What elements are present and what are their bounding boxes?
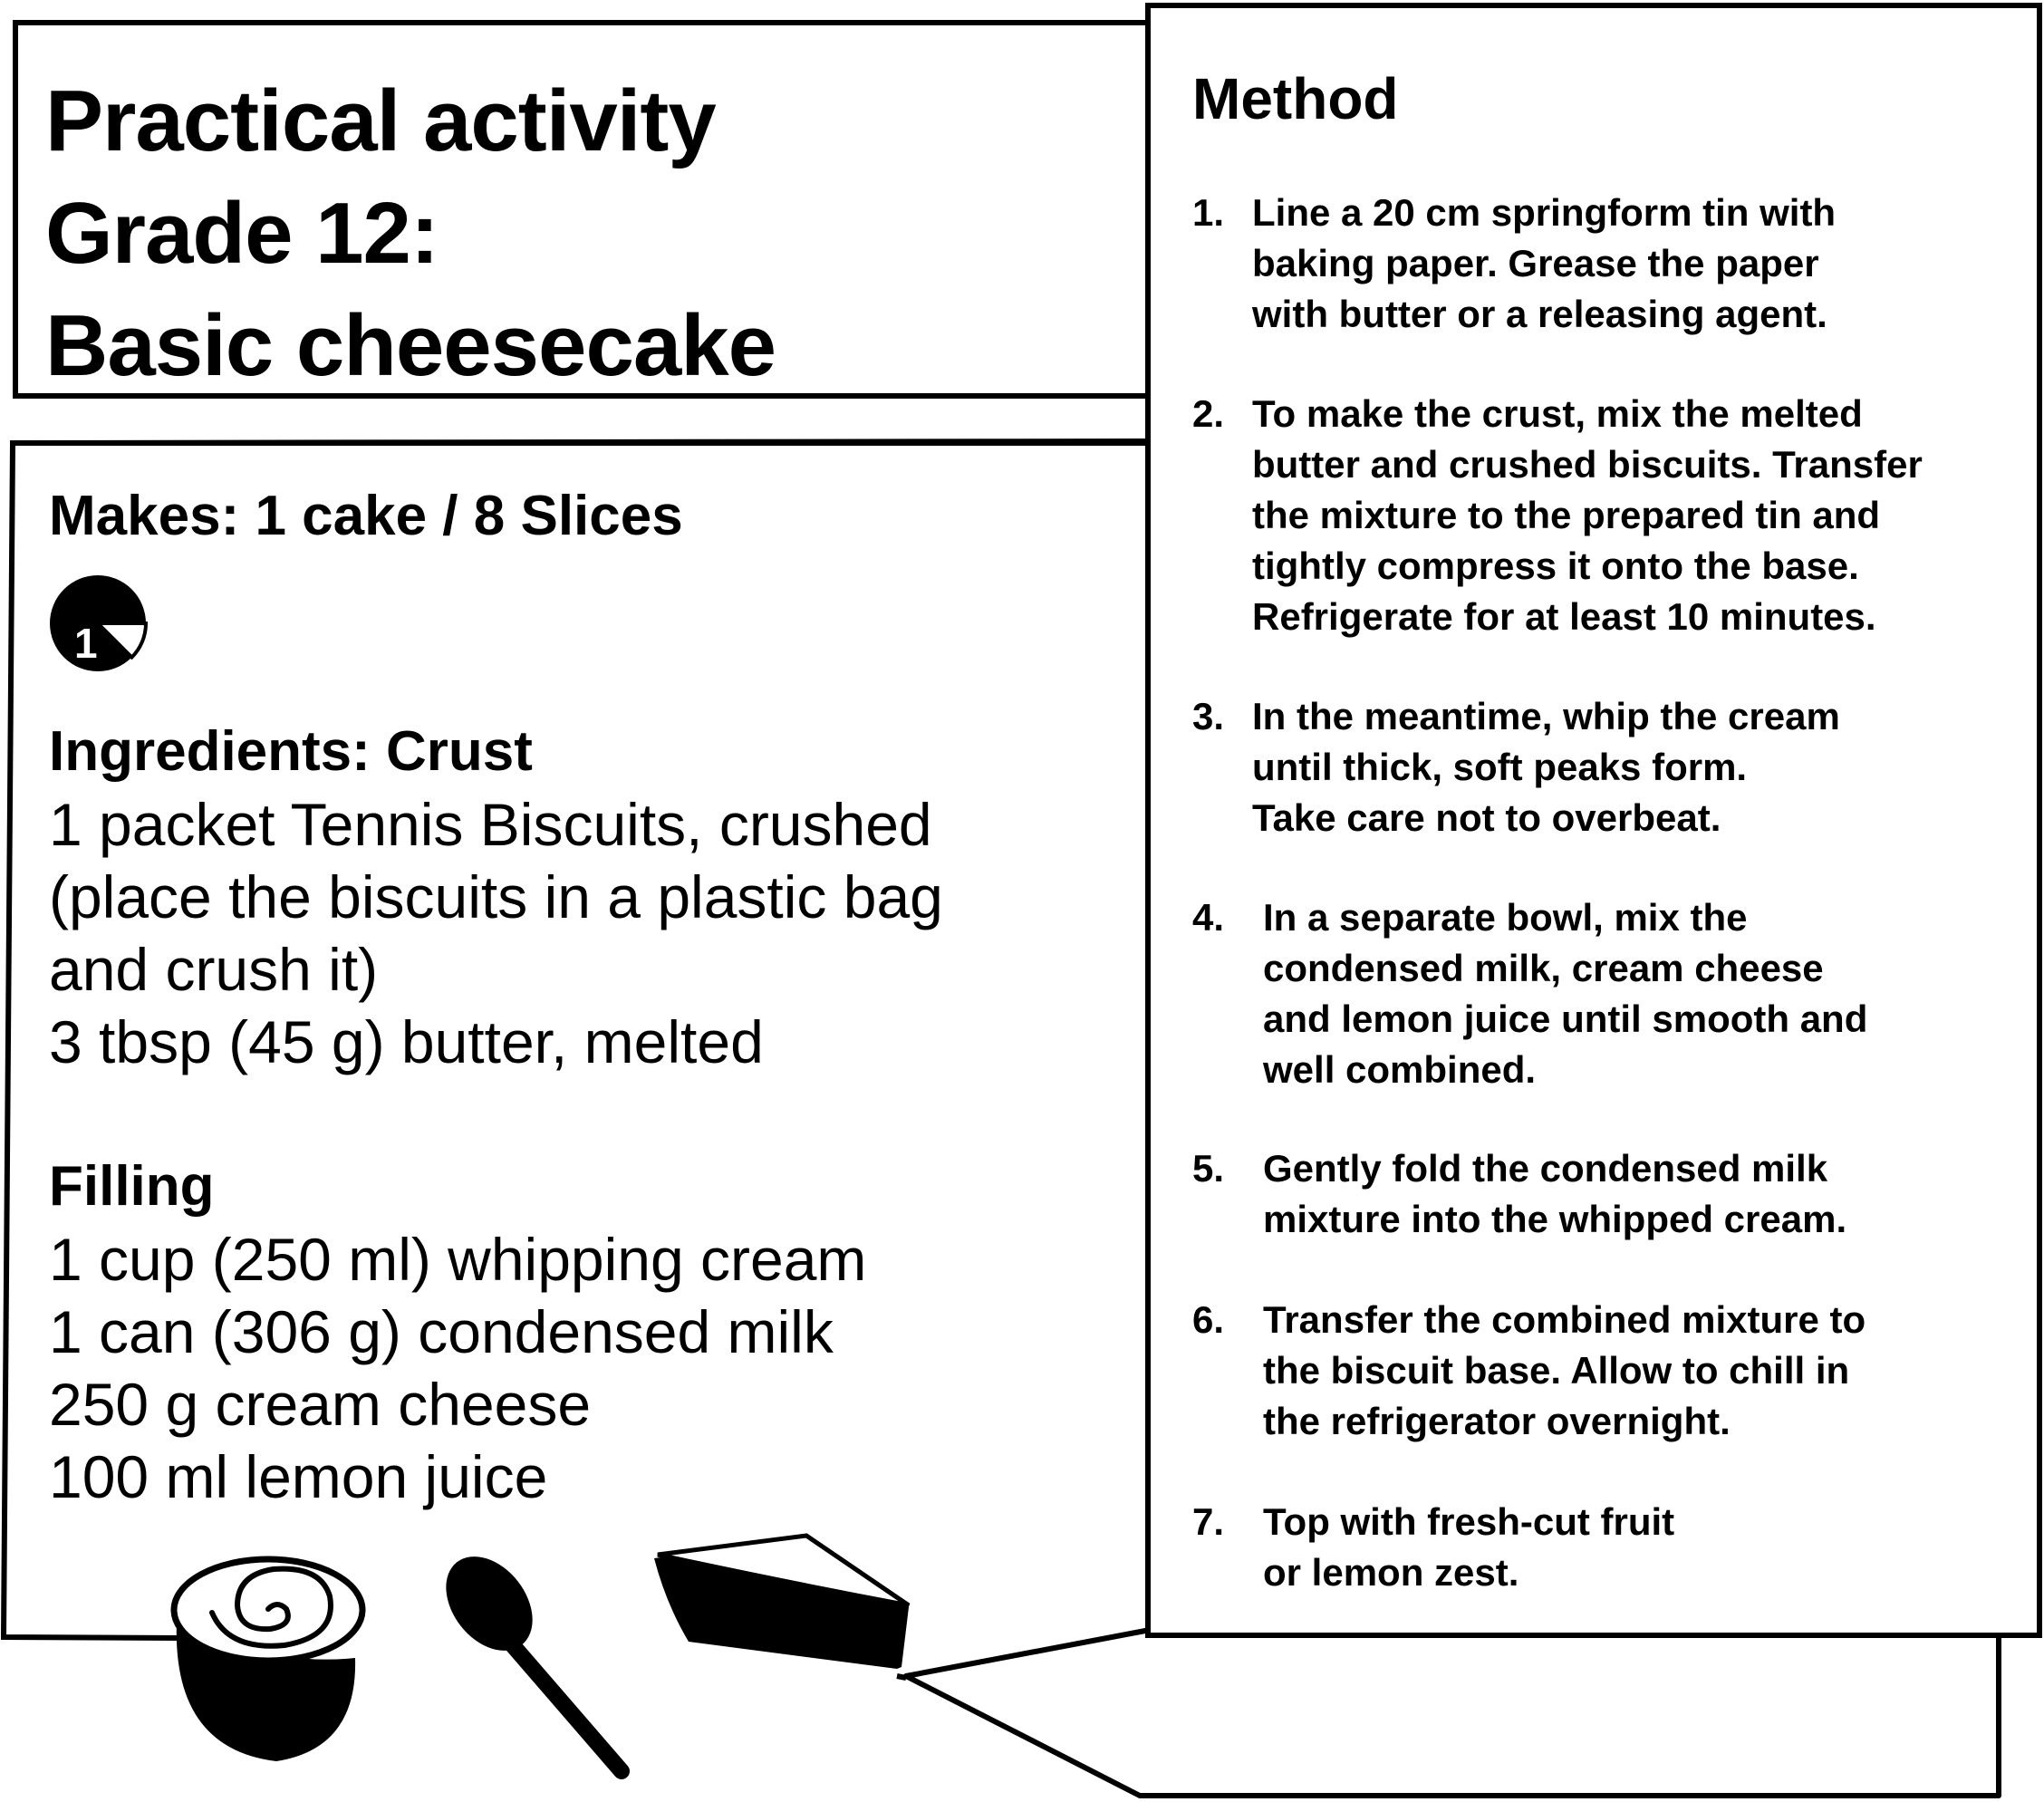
step-text: In the meantime, whip the cream until thick, soft peaks form. Take care not to overbeat. [1252,695,1840,839]
filling-section [49,1151,866,1513]
back-page-frame [906,1631,1999,1796]
method-step-1 [1192,188,2008,340]
method-step-4 [1192,892,2008,1095]
step-text: Gently fold the condensed milk mixture into the whipped cream. [1263,1147,1847,1240]
ingredient-item: 100 ml lemon juice [49,1443,548,1510]
method-box [1145,3,2042,1638]
title-line-1: Practical activity [45,72,716,169]
method-step-3 [1192,691,2008,843]
method-step-6 [1192,1295,2008,1447]
ingredient-item: 1 can (306 g) condensed milk [49,1298,834,1365]
step-number: 6. [1192,1298,1225,1341]
spoon-icon [429,1540,622,1771]
filling-ingredient-list [49,1223,866,1513]
step-number: 3. [1192,695,1225,737]
title-line-3: Basic cheesecake [45,297,776,394]
bowl-icon [174,1559,362,1761]
ingredient-item: 250 g cream cheese [49,1371,592,1438]
title-line-2: Grade 12: [45,185,439,282]
makes-yield: Makes: 1 cake / 8 Slices [49,485,683,547]
method-heading: Method [1192,66,1399,131]
step-text: To make the crust, mix the melted butter and crushed biscuits. Transfer the mixture to the prepared tin and tightly compress it onto the base. Refrigerate for at least 10 minutes. [1252,392,1923,638]
page-title [45,65,776,402]
ingredients-card-top-edge [13,441,1145,443]
step-text: Transfer the combined mixture to the biscuit base. Allow to chill in the refrigerator overnight. [1263,1298,1866,1442]
step-number: 5. [1192,1147,1225,1190]
step-text: Top with fresh-cut fruit or lemon zest. [1263,1500,1675,1594]
step-text: Line a 20 cm springform tin with baking paper. Grease the paper with butter or a releasing agent. [1252,191,1837,335]
crust-ingredient-list [49,788,943,1078]
crust-section [49,716,943,1078]
step-text: In a separate bowl, mix the condensed milk, cream cheese and lemon juice until smooth and well combined. [1263,896,1868,1091]
portion-label: 1 [74,620,98,667]
cheesecake-slice-icon [654,1536,909,1669]
ingredient-item: 1 cup (250 ml) whipping cream [49,1226,867,1293]
filling-heading: Filling [49,1155,215,1218]
method-step-5 [1192,1143,2008,1245]
step-number: 4. [1192,896,1225,939]
ingredient-item: 1 packet Tennis Biscuits, crushed (place the biscuits in a plastic bag and crush it) [49,791,943,1003]
portion-pie-icon [50,575,146,671]
ingredient-item: 3 tbsp (45 g) butter, melted [49,1008,764,1075]
method-step-2 [1192,389,2008,642]
step-number: 2. [1192,392,1225,435]
step-number: 7. [1192,1500,1225,1543]
step-number: 1. [1192,191,1225,234]
title-box [13,20,1200,399]
crust-heading: Ingredients: Crust [49,720,533,783]
method-step-7 [1192,1497,2008,1598]
